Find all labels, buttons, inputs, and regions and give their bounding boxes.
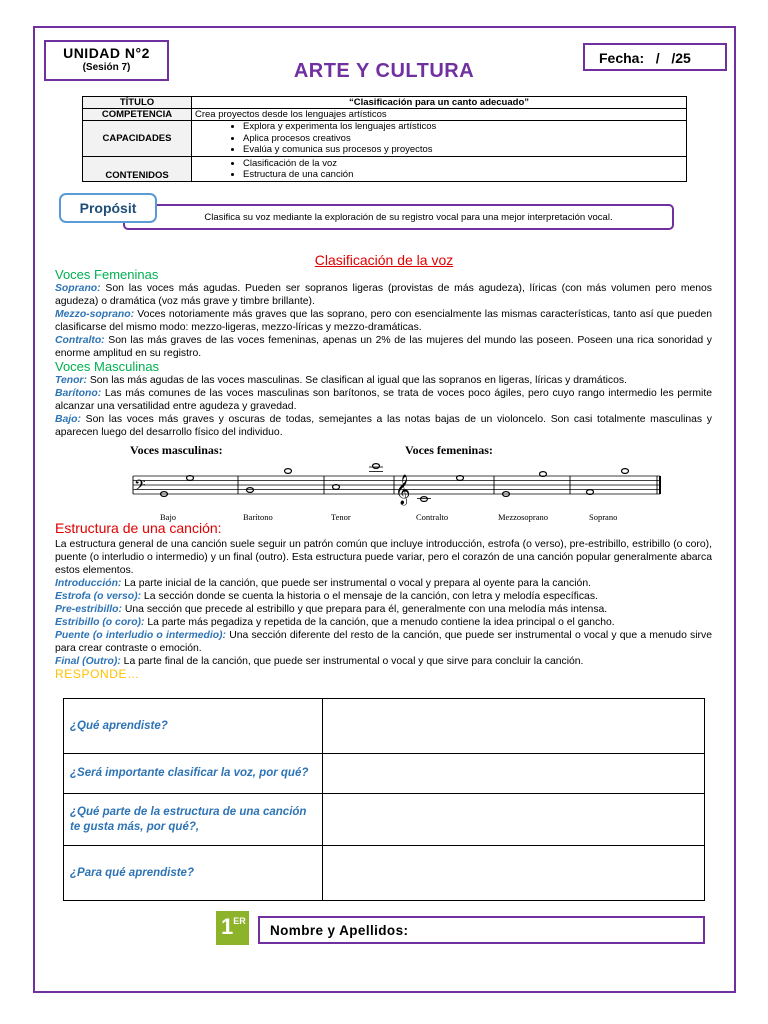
- song-part-puente: [55, 629, 712, 655]
- song-part-term: Introducción:: [55, 578, 122, 589]
- question-cell: ¿Será importante clasificar la voz, por qué?: [64, 754, 323, 794]
- reflection-table: [63, 698, 705, 901]
- voice-description: Voces notoriamente más graves que las soprano, pero con esencialmente las mismas características, tanto así que pueden clasificarse del mismo modo: mezzo-ligeras, mezzo-líricas y mezzo-dramáticas.: [55, 309, 712, 333]
- song-part-introduccion: [55, 577, 712, 590]
- list-item: • Estructura de una canción: [243, 169, 683, 181]
- voice-term: Soprano:: [55, 283, 101, 294]
- table-row: [83, 121, 687, 157]
- song-part-term: Final (Outro):: [55, 656, 121, 667]
- capacidades-cell: [192, 121, 687, 157]
- song-part-description: Una sección que precede al estribillo y que prepara para él, generalmente con una melodía más intensa.: [121, 604, 608, 615]
- voice-term: Mezzo-soprano:: [55, 309, 135, 320]
- voice-description: Son las más agudas de las voces masculinas. Se clasifican al igual que las sopranos en ligeras, líricas y dramáticos.: [86, 375, 627, 386]
- label-tenor: Tenor: [331, 512, 351, 522]
- male-voices-heading: Voces Masculinas: [55, 359, 160, 374]
- date-field[interactable]: Fecha: / /25: [583, 43, 727, 71]
- song-part-final: [55, 655, 712, 668]
- song-structure-body: [55, 538, 712, 681]
- song-part-description: La sección donde se cuenta la historia o el mensaje de la canción, con letra y melodía específicas.: [141, 591, 598, 602]
- voice-section-body: [55, 268, 712, 439]
- song-part-estribillo: [55, 616, 712, 629]
- page-title: ARTE Y CULTURA: [293, 60, 475, 82]
- voice-type-labels: [160, 512, 617, 522]
- voice-term: Tenor:: [55, 375, 87, 386]
- female-voices-heading: Voces Femeninas: [55, 267, 159, 282]
- label-contralto: Contralto: [416, 512, 449, 522]
- song-part-term: Puente (o interludio o intermedio):: [55, 630, 226, 641]
- voice-description: Son las más graves de las voces femeninas, apenas un 2% de las mujeres del mundo las poseen. Poseen una rica sonoridad y enorme amplitud en su registro.: [55, 335, 712, 359]
- table-row: [64, 699, 705, 754]
- grade-badge: [216, 911, 249, 945]
- voice-term: Contralto:: [55, 335, 105, 346]
- voice-range-staff-figure: [128, 442, 664, 524]
- voice-paragraph-baritono: [55, 387, 712, 413]
- song-intro-paragraph: La estructura general de una canción suele seguir un patrón común que incluye introducción, estrofa (o verso), pre-estribillo, estribillo (o coro), puente (o interludio o intermedio) y un final (outro). Esta estructura puede variar, pero el corazón de una canción popular generalmente abarca estos elementos.: [55, 539, 712, 576]
- table-row: [83, 157, 687, 182]
- voice-paragraph-soprano: [55, 282, 712, 308]
- session-info-table: [82, 96, 687, 182]
- grade-number: 1: [221, 914, 234, 939]
- competencia-label: COMPETENCIA: [83, 109, 192, 121]
- female-voices-label: Voces femeninas:: [405, 443, 493, 457]
- unit-session: (Sesión 7): [82, 62, 131, 73]
- contenidos-label: CONTENIDOS: [83, 157, 192, 182]
- label-soprano: Soprano: [589, 512, 618, 522]
- voice-paragraph-contralto: [55, 334, 712, 360]
- voice-paragraph-bajo: [55, 413, 712, 439]
- voice-description: Son las voces más agudas. Pueden ser sopranos ligeras (provistas de más agudeza), líricas (con más volumen pero menos agudeza) o dramática (voz más grave y timbre brillante).: [55, 283, 712, 307]
- song-part-term: Estribillo (o coro):: [55, 617, 145, 628]
- responde-heading: RESPONDE…: [55, 667, 140, 681]
- voice-paragraph-tenor: [55, 374, 712, 387]
- list-item: • Explora y experimenta los lenguajes artísticos: [243, 121, 683, 133]
- treble-clef-icon: 𝄞: [395, 475, 411, 505]
- capacidades-label: CAPACIDADES: [83, 121, 192, 157]
- table-row: [83, 97, 687, 109]
- voice-paragraph-mezzo: [55, 308, 712, 334]
- voice-section-heading: Clasificación de la voz: [314, 252, 454, 268]
- table-row: [64, 754, 705, 794]
- song-part-term: Estrofa (o verso):: [55, 591, 142, 602]
- student-name-field[interactable]: [258, 916, 705, 944]
- answer-field[interactable]: [323, 699, 705, 754]
- voice-description: Son las voces más graves y oscuras de todas, semejantes a las notas bajas de un violoncelo. Son casi totalmente masculinas y aparecen luego del desarrollo físico del individuo.: [55, 414, 712, 438]
- song-structure-heading: Estructura de una canción:: [55, 520, 222, 536]
- song-part-term: Pre-estribillo:: [55, 604, 122, 615]
- list-item: • Evalúa y comunica sus procesos y proyectos: [243, 144, 683, 156]
- music-staff-svg: [128, 442, 664, 524]
- song-part-description: La parte más pegadiza y repetida de la canción, que a menudo contiene la idea principal o el gancho.: [144, 617, 615, 628]
- proposito-tag: Propósit: [59, 193, 157, 223]
- table-row: [83, 109, 687, 121]
- label-bajo: Bajo: [160, 512, 177, 522]
- grade-ordinal: ER: [233, 916, 246, 926]
- name-label: Nombre y Apellidos:: [270, 923, 409, 938]
- label-mezzosoprano: Mezzosoprano: [498, 512, 549, 522]
- song-part-description: Una sección diferente del resto de la canción, que puede ser instrumental o vocal y que a menudo sirve para crear contraste o emoción.: [55, 630, 712, 654]
- bass-clef-icon: 𝄢: [134, 477, 146, 498]
- table-row: [64, 794, 705, 846]
- voice-description: Las más comunes de las voces masculinas son barítonos, se trata de voces poco ágiles, pero cuyo rango intermedio les permite alcanzar una versatilidad entre agudeza y gravedad.: [55, 388, 712, 412]
- song-part-description: La parte final de la canción, que puede ser instrumental o vocal y que sirve para concluir la canción.: [120, 656, 584, 667]
- answer-field[interactable]: [323, 794, 705, 846]
- song-part-description: La parte inicial de la canción, que puede ser instrumental o vocal y prepara al oyente para la canción.: [121, 578, 591, 589]
- titulo-value: “Clasificación para un canto adecuado”: [192, 97, 687, 109]
- competencia-value: Crea proyectos desde los lenguajes artísticos: [192, 109, 687, 121]
- male-voices-label: Voces masculinas:: [130, 443, 223, 457]
- unit-title: UNIDAD N°2: [63, 45, 150, 61]
- list-item: • Aplica procesos creativos: [243, 133, 683, 145]
- question-cell: ¿Qué parte de la estructura de una canción te gusta más, por qué?,: [64, 794, 323, 846]
- song-part-pre-estribillo: [55, 603, 712, 616]
- list-item: • Clasificación de la voz: [243, 158, 683, 170]
- answer-field[interactable]: [323, 754, 705, 794]
- titulo-label: TÍTULO: [83, 97, 192, 109]
- answer-field[interactable]: [323, 846, 705, 901]
- table-row: [64, 846, 705, 901]
- label-baritono: Barítono: [243, 512, 273, 522]
- question-cell: ¿Qué aprendiste?: [64, 699, 323, 754]
- proposito-box: [123, 204, 674, 230]
- song-part-estrofa: [55, 590, 712, 603]
- question-cell: ¿Para qué aprendiste?: [64, 846, 323, 901]
- proposito-text: Clasifica su voz mediante la exploración de su registro vocal para una mejor interpretación vocal.: [204, 212, 613, 223]
- voice-term: Barítono:: [55, 388, 102, 399]
- voice-term: Bajo:: [55, 414, 81, 425]
- contenidos-cell: [192, 157, 687, 182]
